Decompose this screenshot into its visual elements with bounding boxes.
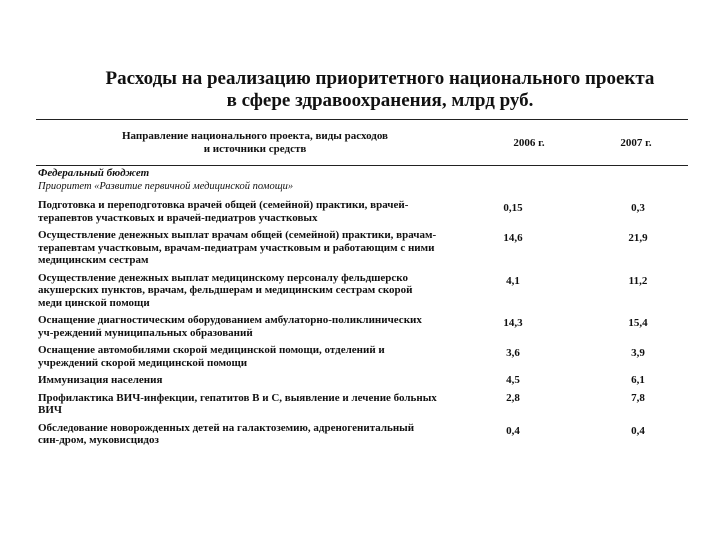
table-row <box>36 314 688 339</box>
table-row <box>36 392 688 417</box>
row-value-2007: 0,4 <box>631 424 645 437</box>
row-value-2006: 2,8 <box>506 391 520 404</box>
row-value-2006: 3,6 <box>506 347 520 359</box>
row-description: Осуществление денежных выплат врачам общей (семейной) практики, врачам-терапевтам участковым, врачам-педиатрам участковым и работающим с ними медицинским сестрам <box>38 229 437 266</box>
row-description: Оснащение автомобилями скорой медицинской помощи, отделений и учреждений скорой медицинской помощи <box>38 344 385 369</box>
row-value-2007: 3,9 <box>631 347 645 359</box>
row-value-2006: 0,15 <box>503 202 523 214</box>
header-2006: 2006 г. <box>513 136 545 149</box>
row-value-2006: 4,1 <box>506 274 520 287</box>
row-value-2007: 0,3 <box>631 202 645 214</box>
row-value-2007: 11,2 <box>628 274 648 287</box>
row-description: Подготовка и переподготовка врачей общей (семейной) практики, врачей-терапевтов участковых и врачей-педиатров участковых <box>38 199 409 224</box>
header-direction-line-1: Направление национального проекта, виды расходов <box>121 129 388 142</box>
expenses-table <box>36 119 688 447</box>
table-row <box>36 199 688 224</box>
row-description: Иммунизация населения <box>38 374 163 386</box>
header-2007: 2007 г. <box>620 136 652 149</box>
row-description: Профилактика ВИЧ-инфекции, гепатитов В и С, выявление и лечение больных ВИЧ <box>38 391 437 416</box>
table-row <box>36 344 688 369</box>
row-value-2006: 0,4 <box>506 424 520 437</box>
table-header <box>36 120 688 165</box>
title-line-2: в сфере здравоохранения, млрд руб. <box>226 90 534 111</box>
row-value-2007: 15,4 <box>628 317 648 329</box>
row-value-2006: 14,6 <box>503 232 523 244</box>
header-direction-line-2: и источники средств <box>203 142 307 155</box>
row-value-2007: 21,9 <box>628 232 648 244</box>
page-title <box>60 68 700 112</box>
table-row <box>36 374 688 387</box>
title-line-1: Расходы на реализацию приоритетного национального проекта <box>105 68 655 89</box>
table-row <box>36 272 688 310</box>
row-description: Осуществление денежных выплат медицинскому персоналу фельдшерско акушерских пунктов, врачам, фельдшерам и медицинским сестрам скорой меди цинской помощи <box>38 271 413 309</box>
table-row <box>36 422 688 447</box>
row-description: Оснащение диагностическим оборудованием амбулаторно-поликлинических уч-реждений муниципальных образований <box>38 314 422 339</box>
table-row <box>36 229 688 267</box>
row-value-2007: 7,8 <box>631 391 645 404</box>
row-value-2007: 6,1 <box>631 374 645 386</box>
header-direction <box>36 130 474 156</box>
row-value-2006: 14,3 <box>503 317 523 329</box>
row-value-2006: 4,5 <box>506 374 520 386</box>
subsection-priority: Приоритет «Развитие первичной медицинской помощи» <box>38 181 294 192</box>
row-description: Обследование новорожденных детей на галактоземию, адреногенитальный син-дром, муковисцидоз <box>38 421 415 446</box>
section-federal-budget: Федеральный бюджет <box>38 167 150 179</box>
